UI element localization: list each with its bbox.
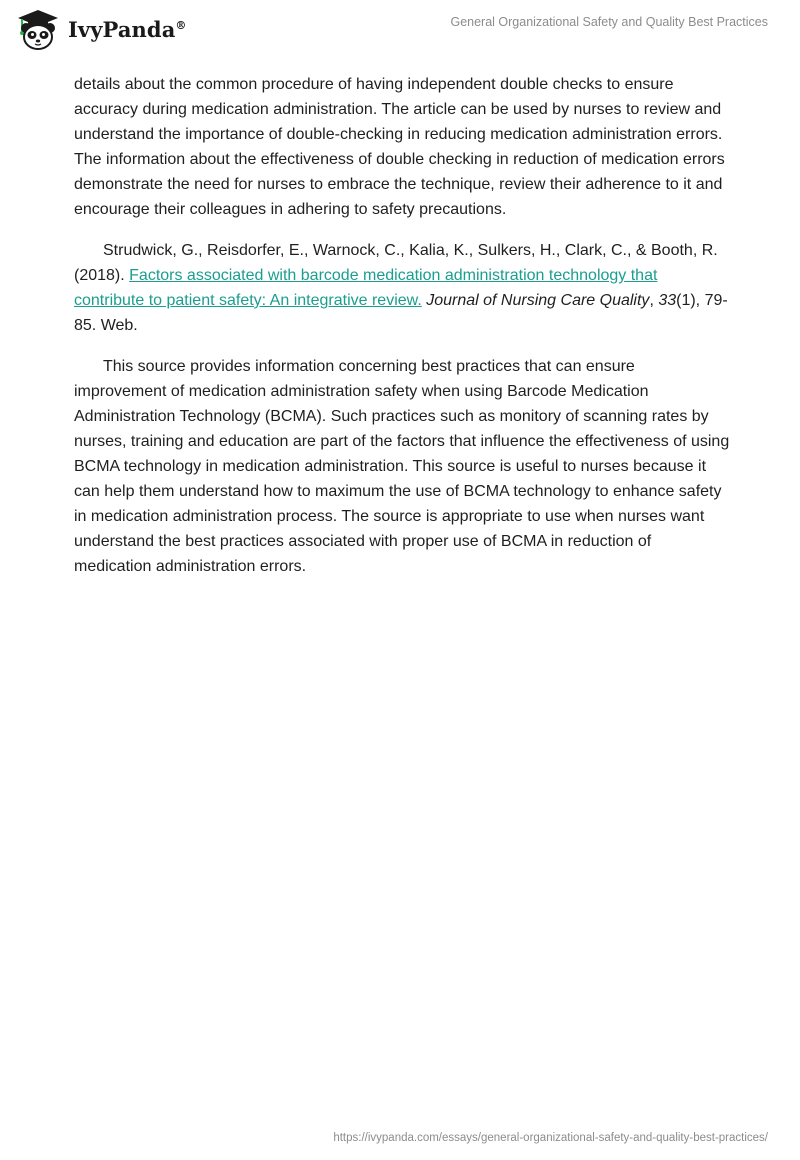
reference-volume: 33 [658,292,677,309]
reference-entry [74,238,730,338]
footer-url[interactable]: https://ivypanda.com/essays/general-organizational-safety-and-quality-best-practices/ [333,1132,768,1144]
brand-name: IvyPanda® [68,16,187,42]
reference-journal: Journal of Nursing Care Quality [426,292,650,309]
paragraph-continued: details about the common procedure of having independent double checks to ensure accuracy during medication administration. The article can be used by nurses to review and understand the importance of double-checking in reducing medication administration errors. The information about the effectiveness of double checking in reduction of medication errors demonstrate the need for nurses to embrace the technique, review their adherence to it and encourage their colleagues in adhering to safety precautions. [74,76,725,218]
reference-issue-pages: (1), 79-85. Web. [74,292,728,334]
essay-body [74,72,730,595]
reference-separator: , [649,292,659,309]
page-header [0,0,800,60]
running-title: General Organizational Safety and Quality Best Practices [450,15,768,29]
panda-graduate-icon [14,6,62,52]
reference-title-link[interactable]: Factors associated with barcode medication administration technology that contribute to patient safety: An integrative review. [74,267,658,309]
ivypanda-logo[interactable] [14,6,187,52]
reference-authors: Strudwick, G., Reisdorfer, E., Warnock, C., Kalia, K., Sulkers, H., Clark, C., & Booth, R. (2018). [74,242,718,284]
registered-mark: ® [175,18,187,32]
paragraph-annotation: This source provides information concerning best practices that can ensure improvement of medication administration safety when using Barcode Medication Administration Technology (BCMA). Such practices such as monitory of scanning rates by nurses, training and education are part of the factors that influence the effectiveness of using BCMA technology in medication administration. This source is useful to nurses because it can help them understand how to maximum the use of BCMA technology to enhance safety in medication administration process. The source is appropriate to use when nurses want understand the best practices associated with proper use of BCMA in reduction of medication administration errors. [74,358,730,575]
